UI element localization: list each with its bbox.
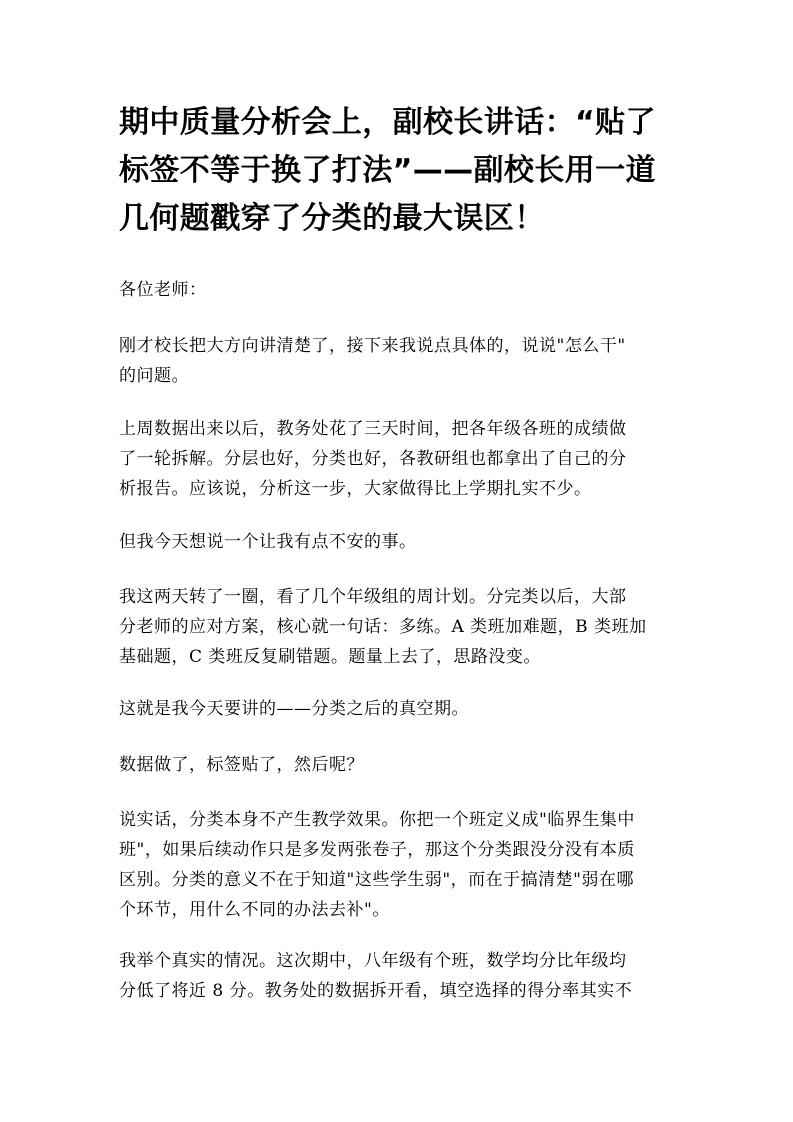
text-line: 的问题。 — [119, 366, 189, 386]
title-line: 几何题戳穿了分类的最大误区！ — [119, 201, 545, 236]
text-line: 上周数据出来以后，教务处花了三天时间，把各年级各班的成绩做 — [119, 419, 627, 439]
title-line: 期中质量分析会上，副校长讲话：“贴了 — [119, 105, 656, 140]
document-title — [119, 99, 679, 243]
text-line: 了一轮拆解。分层也好，分类也好，各教研组也都拿出了自己的分 — [119, 449, 627, 469]
text-line: 我这两天转了一圈，看了几个年级组的周计划。分完类以后，大部 — [119, 587, 627, 607]
text-line: 基础题，C 类班反复刷错题。题量上去了，思路没变。 — [119, 647, 541, 667]
body-paragraph — [119, 805, 679, 925]
text-line: 刚才校长把大方向讲清楚了，接下来我说点具体的，说说"怎么干" — [119, 336, 626, 356]
text-line: 班"，如果后续动作只是多发两张卷子，那这个分类跟没分没有本质 — [119, 840, 635, 860]
body-paragraph — [119, 694, 679, 724]
body-paragraph — [119, 750, 679, 780]
text-line: 各位老师： — [119, 280, 207, 300]
body-paragraph — [119, 946, 679, 1006]
text-line: 说实话，分类本身不产生教学效果。你把一个班定义成"临界生集中 — [119, 810, 635, 830]
text-line: 我举个真实的情况。这次期中，八年级有个班，数学均分比年级均 — [119, 951, 627, 971]
body-paragraph — [119, 582, 679, 672]
text-line: 这就是我今天要讲的——分类之后的真空期。 — [119, 699, 469, 719]
text-line: 分低了将近 8 分。教务处的数据拆开看，填空选择的得分率其实不 — [119, 981, 633, 1001]
body-paragraph — [119, 414, 679, 504]
body-paragraph — [119, 331, 679, 391]
text-line: 但我今天想说一个让我有点不安的事。 — [119, 532, 417, 552]
title-line: 标签不等于换了打法”——副校长用一道 — [119, 153, 656, 188]
text-line: 个环节，用什么不同的办法去补"。 — [119, 900, 390, 920]
text-line: 析报告。应该说，分析这一步，大家做得比上学期扎实不少。 — [119, 479, 592, 499]
text-line: 数据做了，标签贴了，然后呢？ — [119, 755, 364, 775]
greeting-paragraph — [119, 275, 679, 305]
text-line: 区别。分类的意义不在于知道"这些学生弱"，而在于搞清楚"弱在哪 — [119, 870, 634, 890]
text-line: 分老师的应对方案，核心就一句话：多练。A 类班加难题，B 类班加 — [119, 617, 647, 637]
body-paragraph — [119, 527, 679, 557]
